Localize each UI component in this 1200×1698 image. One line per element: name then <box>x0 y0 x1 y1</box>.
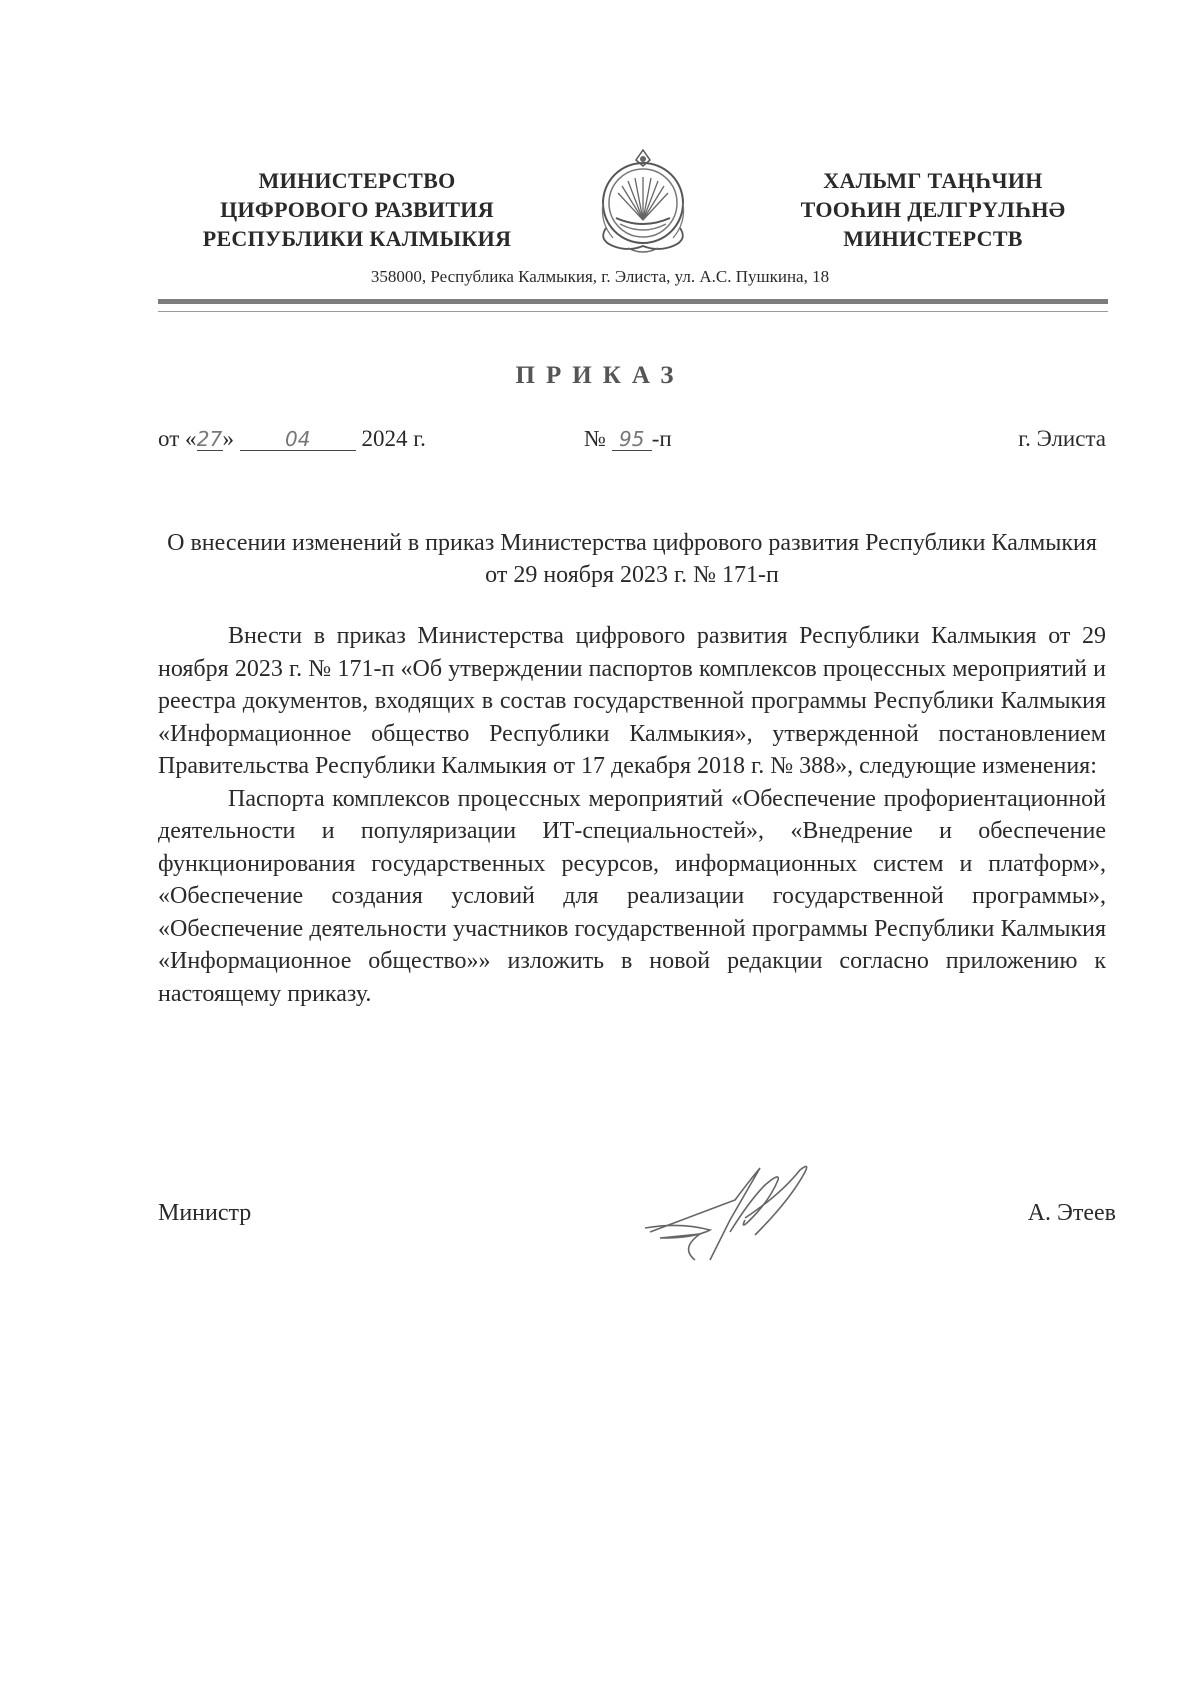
number-sign: № <box>584 426 606 451</box>
document-title: ПРИКАЗ <box>515 362 685 389</box>
date-year: 2024 г. <box>361 426 426 451</box>
ministry-ru-line: РЕСПУБЛИКИ КАЛМЫКИЯ <box>202 226 512 251</box>
date-day: 27 <box>196 427 223 451</box>
signature-block <box>158 1200 1116 1240</box>
header-rule-thick <box>158 299 1108 304</box>
ministry-kalm-line: ТООҺИН ДЕЛГРҮЛҺНӘ <box>800 197 1066 222</box>
ministry-kalm-line: МИНИСТЕРСТВ <box>843 226 1023 251</box>
order-date <box>158 426 426 452</box>
ministry-name-russian <box>192 166 522 253</box>
header-rule-thin <box>158 311 1108 312</box>
ministry-ru-line: ЦИФРОВОГО РАЗВИТИЯ <box>220 197 494 222</box>
ministry-name-kalmyk <box>768 166 1098 253</box>
body-paragraph: Паспорта комплексов процессных мероприятий «Обеспечение профориентационной деятельности и популяризации ИТ-специальностей», «Внедрение и обеспечение функционирования государственных ресурсов, информационных систем и платформ», «Обеспечение создания условий для реализации государственной программы», «Обеспечение деятельности участников государственной программы Республики Калмыкия «Информационное общество»» изложить в новой редакции согласно приложению к настоящему приказу. <box>158 785 1106 1007</box>
signatory-title: Министр <box>158 1200 252 1226</box>
ministry-address: 358000, Республика Калмыкия, г. Элиста, ул. А.С. Пушкина, 18 <box>370 267 830 286</box>
ministry-kalm-line: ХАЛЬМГ ТАҢҺЧИН <box>823 168 1043 193</box>
number-suffix: -п <box>651 426 672 451</box>
order-body <box>158 620 1106 1010</box>
order-date-line <box>158 426 1106 460</box>
date-prefix: от « <box>158 426 197 451</box>
date-month: 04 <box>240 428 356 451</box>
body-paragraph: Внести в приказ Министерства цифрового развития Республики Калмыкия от 29 ноября 2023 г. № 171-п «Об утверждении паспортов комплексов процессных мероприятий и реестра документов, входящих в состав государственной программы Республики Калмыкия «Информационное общество Республики Калмыкия», утвержденной постановлением Правительства Республики Калмыкия от 17 декабря 2018 г. № 388», следующие изменения: <box>158 623 1106 779</box>
ministry-ru-line: МИНИСТЕРСТВО <box>258 168 456 193</box>
order-city: г. Элиста <box>1018 426 1106 451</box>
signatory-name: А. Этеев <box>1027 1200 1116 1226</box>
number-value: 95 <box>612 428 652 451</box>
handwritten-signature-icon <box>640 1160 840 1270</box>
letterhead <box>0 148 1200 258</box>
date-quote-close: » <box>222 426 234 451</box>
order-number <box>584 426 672 452</box>
kalmykia-emblem-icon <box>588 148 698 258</box>
order-subject: О внесении изменений в приказ Министерства цифрового развития Республики Калмыкия от 29 ноября 2023 г. № 171-п <box>167 530 1097 588</box>
